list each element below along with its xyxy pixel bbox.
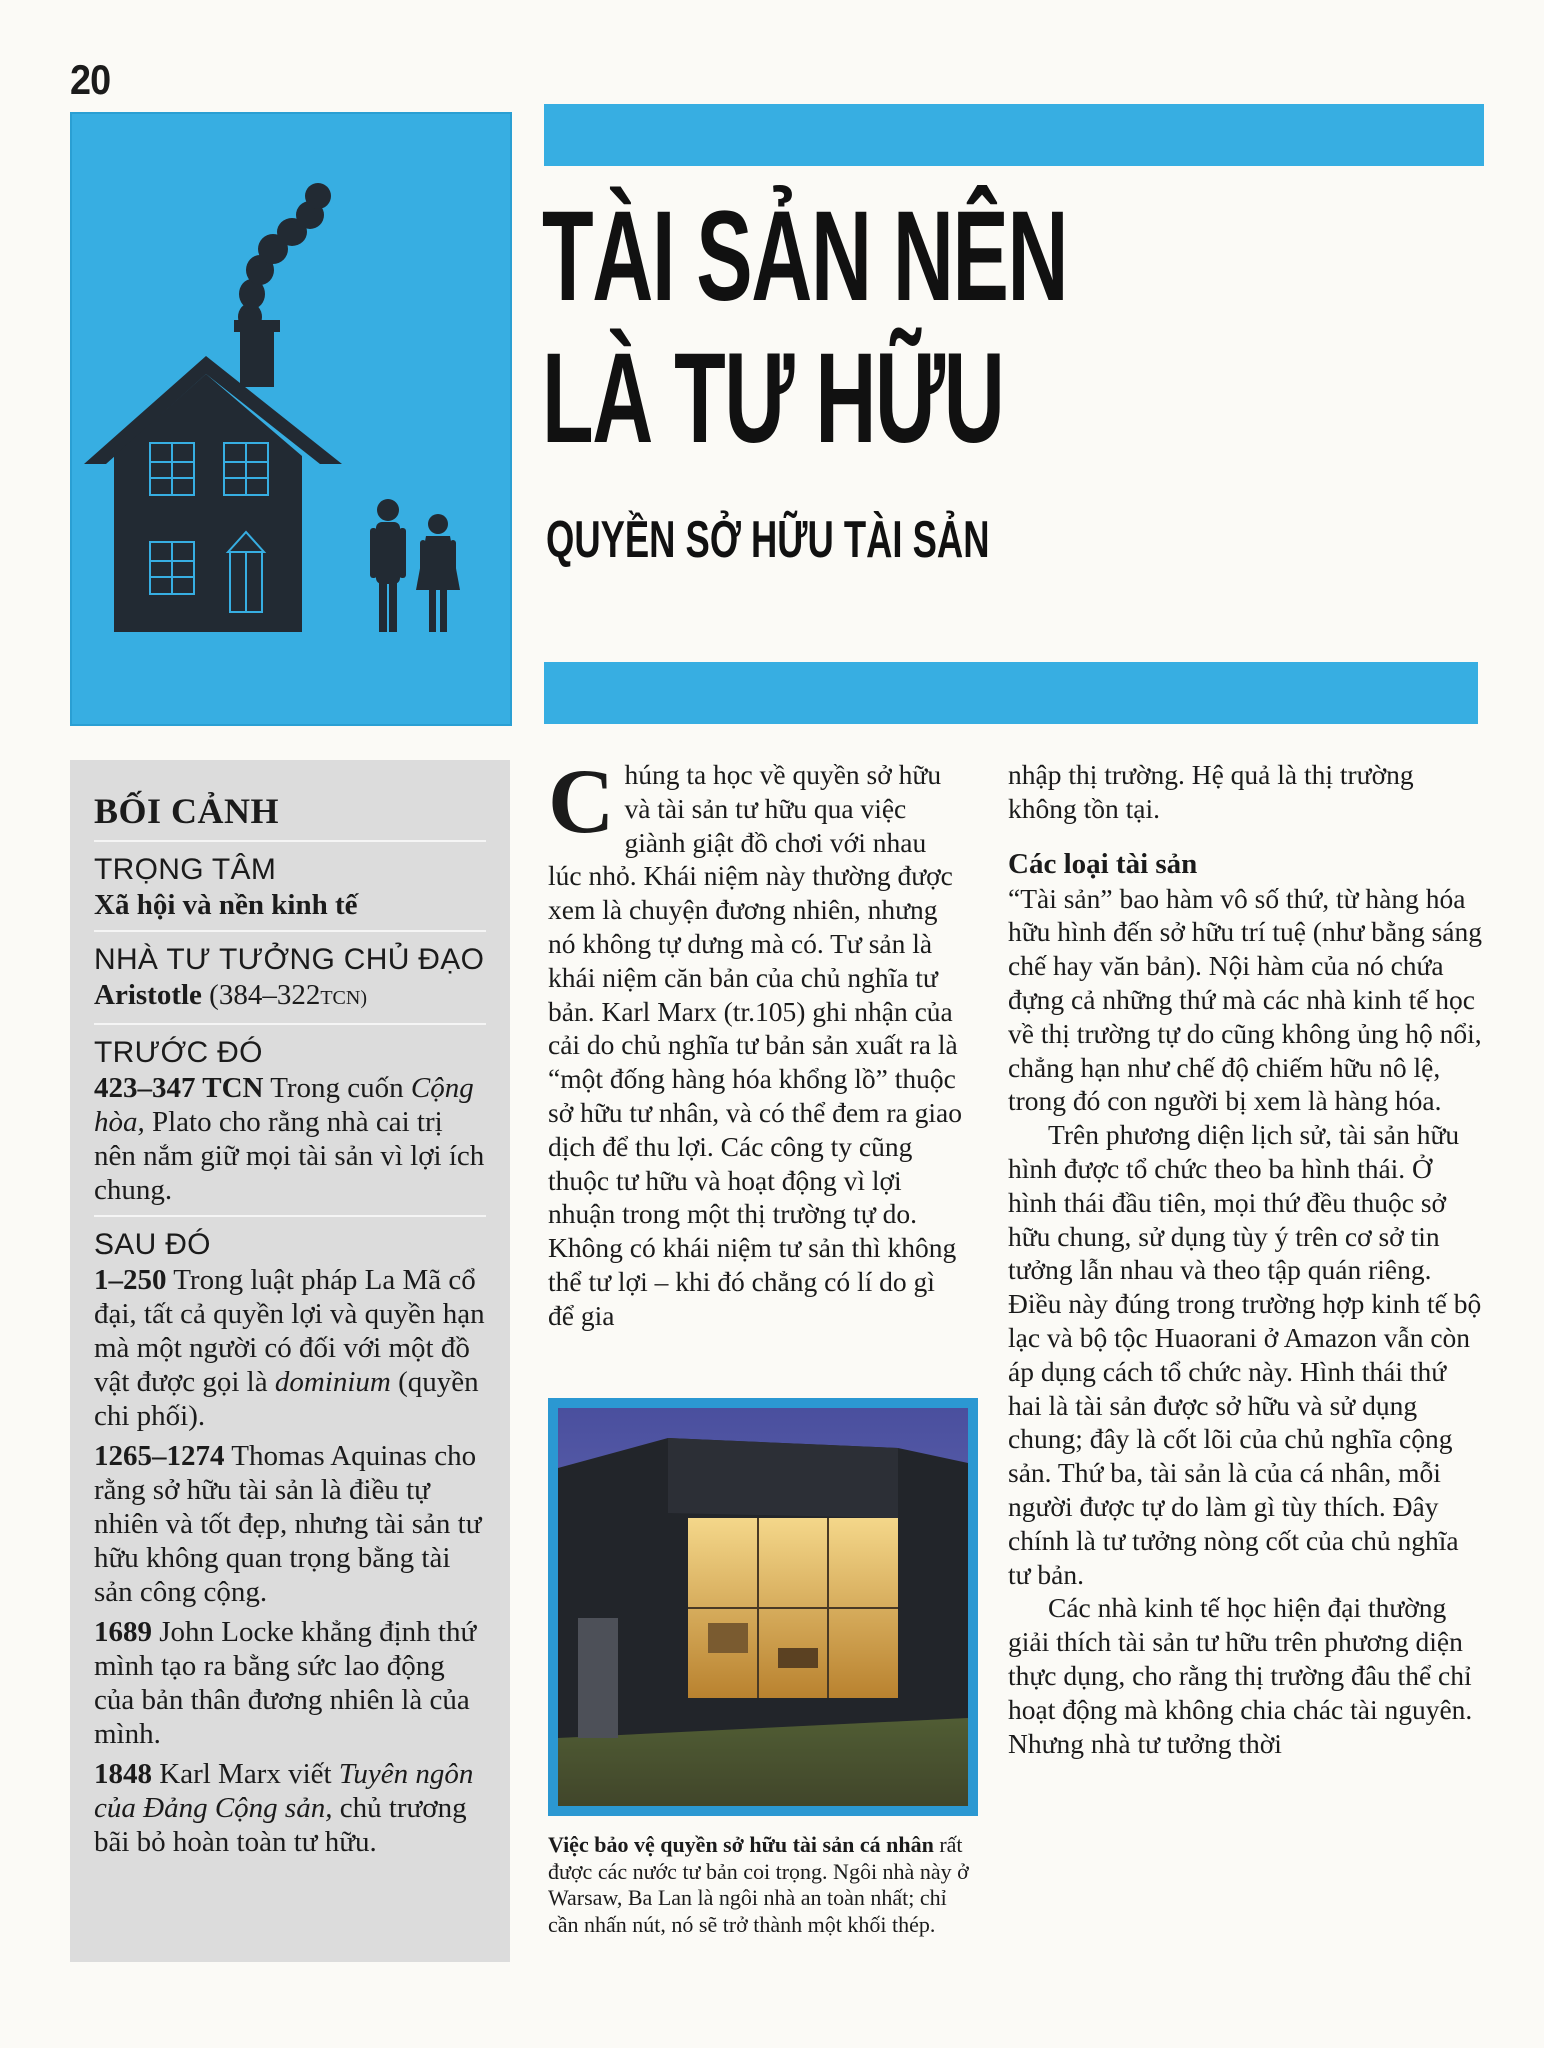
key-thinker-dates: (384–322 [209, 979, 321, 1011]
title-line-1: TÀI SẢN NÊN [542, 185, 1068, 328]
entry-text: Trong luật pháp La Mã cổ đại, tất cả quyền lợi và quyền hạn mà một người có đối với một đồ vật được gọi là [94, 1264, 485, 1398]
focus-value: Xã hội và nền kinh tế [94, 889, 358, 921]
before-section [94, 1023, 486, 1207]
entry-text: chủ trương bãi bỏ hoàn toàn tư hữu. [94, 1792, 467, 1858]
caption-text: rất được các nước tư bản coi trọng. Ngôi nhà này ở Warsaw, Ba Lan là ngôi nhà an toàn nhất; chỉ cần nhấn nút, nó sẽ trở thành một khối thép. [548, 1832, 969, 1937]
entry-text: Thomas Aquinas cho rằng sở hữu tài sản là điều tự nhiên và tốt đẹp, nhưng tài sản tư hữu không quan trọng bằng tài sản công cộng. [94, 1440, 482, 1608]
entry-year: 1–250 [94, 1264, 167, 1296]
key-thinker-section [94, 930, 486, 1015]
before-label: TRƯỚC ĐÓ [94, 1036, 263, 1069]
entry-text: John Locke khẳng định thứ mình tạo ra bằng sức lao động của bản thân đương nhiên là của mình. [94, 1616, 477, 1750]
body-column-1 [548, 750, 966, 1333]
focus-label: TRỌNG TÂM [94, 853, 277, 886]
page-subtitle: QUYỀN SỞ HỮU TÀI SẢN [546, 511, 990, 569]
house-with-family-icon [70, 112, 512, 726]
entry-text: (quyền chi phối). [94, 1366, 479, 1432]
entry-year: 423–347 TCN [94, 1072, 264, 1104]
key-thinker-dates-suffix: TCN) [320, 987, 367, 1009]
photo-caption [548, 1832, 978, 1938]
timeline-entry [94, 1439, 486, 1609]
body-paragraph: “Tài sản” bao hàm vô số thứ, từ hàng hóa hữu hình đến sở hữu trí tuệ (như bằng sáng chế hay văn bản). Nội hàm của nó chứa đựng cả những thứ mà các nhà kinh tế học về thị trường tự do cũng không ủng hộ nổi, chẳng hạn như chế độ chiếm hữu nô lệ, trong đó con người bị xem là hàng hóa. [1008, 882, 1482, 1117]
header-bar-bottom [544, 662, 1478, 724]
after-section [94, 1215, 486, 1859]
entry-italic: dominium [274, 1366, 391, 1398]
entry-italic: Tuyên ngôn của Đảng Cộng sản, [94, 1758, 474, 1824]
house-photo-frame [548, 1398, 978, 1816]
section-heading: Các loại tài sản [1008, 847, 1198, 880]
timeline-entry [94, 1071, 486, 1207]
entry-text: Trong cuốn [263, 1072, 411, 1104]
key-thinker-value [94, 978, 486, 1015]
timeline-entry [94, 1615, 486, 1751]
key-thinker-name: Aristotle [94, 979, 202, 1011]
caption-bold: Việc bảo vệ quyền sở hữu tài sản cá nhân [548, 1832, 934, 1857]
drop-cap: C [548, 750, 615, 852]
focus-section [94, 840, 486, 922]
paragraph-text: húng ta học về quyền sở hữu và tài sản tư hữu qua việc giành giật đồ chơi với nhau lúc nhỏ. Khái niệm này thường được xem là chuyện đương nhiên, nhưng nó không tự dưng mà có. Tư sản là khái niệm căn bản của chủ nghĩa tư bản. Karl Marx (tr.105) ghi nhận của cải do chủ nghĩa tư bản sản xuất ra là “một đống hàng hóa khổng lồ” thuộc sở hữu tư nhân, và có thể đem ra giao dịch để thu lợi. Các công ty cũng thuộc tư hữu và hoạt động vì lợi nhuận trong một thị trường tự do. Không có khái niệm tư sản thì không thể tư lợi – khi đó chẳng có lí do gì để gia [548, 759, 962, 1331]
context-sidebar [70, 760, 510, 1962]
entry-year: 1848 [94, 1758, 152, 1790]
body-paragraph: Các nhà kinh tế học hiện đại thường giải thích tài sản tư hữu trên phương diện thực dụng, cho rằng thị trường đâu thể chỉ hoạt động mà không chia chác tài nguyên. Nhưng nhà tư tưởng thời [1008, 1592, 1473, 1759]
entry-year: 1689 [94, 1616, 152, 1648]
title-line-2: LÀ TƯ HỮU [542, 327, 1004, 470]
body-paragraph [548, 750, 966, 1333]
timeline-entry [94, 1263, 486, 1433]
sidebar-heading: BỐI CẢNH [94, 791, 280, 831]
page-number: 20 [70, 56, 111, 103]
body-paragraph: nhập thị trường. Hệ quả là thị trường không tồn tại. [1008, 759, 1414, 824]
house-illustration-panel [70, 112, 512, 726]
body-column-2 [1008, 758, 1484, 1760]
timeline-entry [94, 1757, 486, 1859]
entry-text: Karl Marx viết [152, 1758, 339, 1790]
entry-text: Plato cho rằng nhà cai trị nên nắm giữ mọi tài sản vì lợi ích chung. [94, 1106, 485, 1206]
house-photo [558, 1408, 968, 1806]
after-label: SAU ĐÓ [94, 1228, 211, 1261]
entry-italic: Cộng hòa, [94, 1072, 474, 1138]
entry-year: 1265–1274 [94, 1440, 225, 1472]
header-bar-top [544, 104, 1484, 166]
page-title [542, 186, 1162, 470]
key-thinker-label: NHÀ TƯ TƯỞNG CHỦ ĐẠO [94, 943, 485, 976]
body-paragraph: Trên phương diện lịch sử, tài sản hữu hình được tổ chức theo ba hình thái. Ở hình thái đầu tiên, mọi thứ đều thuộc sở hữu chung, sử dụng tùy ý trên cơ sở tin tưởng lẫn nhau và theo tập quán riêng. Điều này đúng trong trường hợp kinh tế bộ lạc và bộ tộc Huaorani ở Amazon vẫn còn áp dụng cách tổ chức này. Hình thái thứ hai là tài sản được sở hữu và sử dụng chung; đây là cốt lõi của chủ nghĩa cộng sản. Thứ ba, tài sản là của cá nhân, mỗi người được tự do làm gì tùy thích. Đây chính là tư tưởng nòng cốt của chủ nghĩa tư bản. [1008, 1119, 1482, 1590]
